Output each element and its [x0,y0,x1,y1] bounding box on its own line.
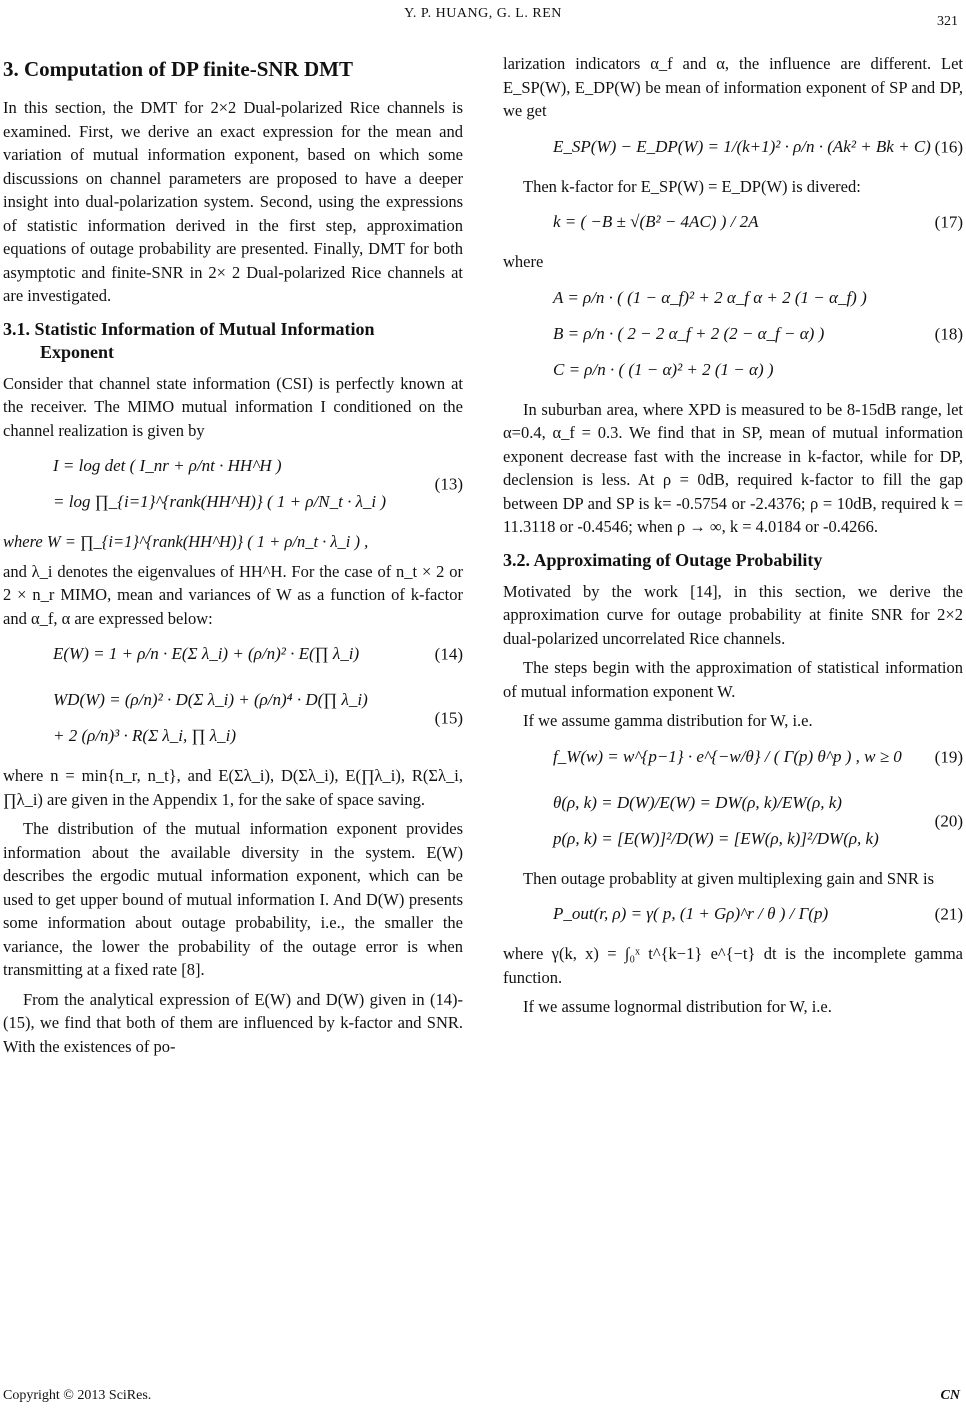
section-3-1-title-line2: Exponent [40,341,115,362]
section-3-1-title-line1: 3.1. Statistic Information of Mutual Information [3,318,375,339]
copyright-notice: Copyright © 2013 SciRes. [3,1388,152,1403]
equation-16-number: (16) [934,136,963,156]
equation-15-line2: + 2 (ρ/n)³ · R(Σ λ_i, ∏ λ_i) [53,726,236,745]
motivated-paragraph: Motivated by the work [14], in this section, we derive the approximation curve for outage probability at finite SNR for 2×2 dual-polarized uncorrelated Rice channels. [503,581,963,648]
right-column [503,52,963,1025]
section-3-1-title [3,318,463,364]
page-number: 321 [937,14,958,29]
equation-21-line: P_out(r, ρ) = γ( p, (1 + Gρ)^r / θ ) / Γ(p) [553,904,829,923]
equation-20-a: θ(ρ, k) = D(W)/E(W) = DW(ρ, k)/EW(ρ, k) [553,792,842,812]
equation-20 [503,785,963,857]
incomplete-gamma-paragraph: where γ(k, x) = ∫₀ˣ t^{k−1} e^{−t} dt is the incomplete gamma function. [503,944,963,987]
equation-13 [3,448,463,520]
page-footer [0,1388,966,1408]
where-n-paragraph: where n = min{n_r, n_t}, and E(Σλ_i), D(Σλ_i), E(∏λ_i), R(Σλ_i, ∏λ_i) are given in the Appendix 1, for the sake of space saving. [3,766,463,809]
equation-19-line: f_W(w) = w^{p−1} · e^{−w/θ} / ( Γ(p) θ^p ) , w ≥ 0 [553,746,902,766]
where-label: where [503,252,544,271]
journal-abbreviation: CN [940,1388,960,1403]
equation-17-number: (17) [934,212,963,232]
equation-16 [503,129,963,165]
left-column [3,52,463,1064]
equation-13-line1: I = log det ( I_nr + ρ/nt · HH^H ) [53,456,282,475]
equation-20-b: p(ρ, k) = [E(W)]²/D(W) = [EW(ρ, k)]²/DW(ρ, k) [553,828,879,848]
equation-21-number: (21) [934,904,963,924]
equation-13-line2: = log ∏_{i=1}^{rank(HH^H)} ( 1 + ρ/N_t · λ_i ) [53,492,387,511]
distribution-paragraph: The distribution of the mutual information exponent provides information about the available diversity in the system. E(W) describes the ergodic mutual information exponent, which can be used to get upper bound of mutual information I. And D(W) presents some information about outage probability, i.e., the smaller the variance, the lower the probability of the outage error is when transmitting at a fixed rate [8]. [3,819,463,979]
intro-paragraph: In this section, the DMT for 2×2 Dual-polarized Rice channels is examined. First, we derive an exact expression for the mean and variation of mutual information exponent, based on which some discussions on channel parameters are proposed to have a deeper insight into dual-polarization system. Second, using the expressions of statistic information derived in the first step, approximation equations of outage probability are presented. Finally, DMT for both asymptotic and finite-SNR in 2× 2 Dual-polarized Rice channels at are investigated. [3,98,463,305]
suburban-paragraph: In suburban area, where XPD is measured to be 8-15dB range, let α=0.4, α_f = 0.3. We find that in SP, mean of mutual information exponent decrease fast with the increase in k-factor, while for DP, declension is less. At ρ = 0dB, required k-factor to fill the gap between DP and SP is k= -0.5754 or -2.4376; ρ = 10dB, required k = 11.3118 or -0.4546; when ρ → ∞, k = 4.0184 or -0.4266. [503,399,963,536]
page-header [0,6,966,36]
equation-17 [503,204,963,240]
equation-13-number: (13) [434,474,463,494]
gamma-paragraph: If we assume gamma distribution for W, i.e. [523,711,813,730]
equation-15-number: (15) [434,708,463,728]
equation-18 [503,280,963,388]
where-w-definition: where W = ∏_{i=1}^{rank(HH^H)} ( 1 + ρ/n_t · λ_i ) , [3,532,369,551]
kfactor-paragraph: Then k-factor for E_SP(W) = E_DP(W) is divered: [523,176,861,196]
polarization-paragraph: larization indicators α_f and α, the influence are different. Let E_SP(W), E_DP(W) be mean of information exponent of SP and DP, we get [503,54,963,120]
equation-15-line1: WD(W) = (ρ/n)² · D(Σ λ_i) + (ρ/n)⁴ · D(∏ λ_i) [53,690,368,709]
lambda-paragraph: and λ_i denotes the eigenvalues of HH^H. For the case of n_t × 2 or 2 × n_r MIMO, mean and variances of W as a function of k-factor and α_f, α are expressed below: [3,561,463,628]
equation-14-number: (14) [434,644,463,664]
equation-20-number: (20) [934,810,963,830]
equation-19-number: (19) [934,746,963,766]
section-3-2-title: 3.2. Approximating of Outage Probability [503,549,823,570]
equation-15 [3,682,463,754]
equation-17-line: k = ( −B ± √(B² − 4AC) ) / 2A [553,212,759,231]
steps-paragraph: The steps begin with the approximation of statistical information of mutual information exponent W. [503,658,963,701]
equation-19 [503,739,963,775]
section-3-title: 3. Computation of DP finite-SNR DMT [3,57,353,81]
equation-18-c: C = ρ/n · ( (1 − α)² + 2 (1 − α) ) [553,359,774,379]
equation-18-b: B = ρ/n · ( 2 − 2 α_f + 2 (2 − α_f − α) ) [553,323,825,343]
equation-18-a: A = ρ/n · ( (1 − α_f)² + 2 α_f α + 2 (1 − α_f) ) [553,287,867,307]
running-head-authors: Y. P. HUANG, G. L. REN [404,6,562,21]
equation-18-number: (18) [934,323,963,343]
equation-14-line: E(W) = 1 + ρ/n · E(Σ λ_i) + (ρ/n)² · E(∏ λ_i) [53,644,360,663]
equation-14 [3,636,463,672]
csi-paragraph: Consider that channel state information (CSI) is perfectly known at the receiver. The MIMO mutual information I conditioned on the channel realization is given by [3,373,463,440]
analytical-paragraph: From the analytical expression of E(W) and D(W) given in (14)-(15), we find that both of them are influenced by k-factor and SNR. With the existences of po- [3,989,463,1056]
lognormal-paragraph: If we assume lognormal distribution for W, i.e. [523,997,832,1016]
equation-16-line: E_SP(W) − E_DP(W) = 1/(k+1)² · ρ/n · (Ak² + Bk + C) [553,136,931,156]
outage-paragraph: Then outage probablity at given multiplexing gain and SNR is [523,868,935,888]
equation-21 [503,896,963,932]
